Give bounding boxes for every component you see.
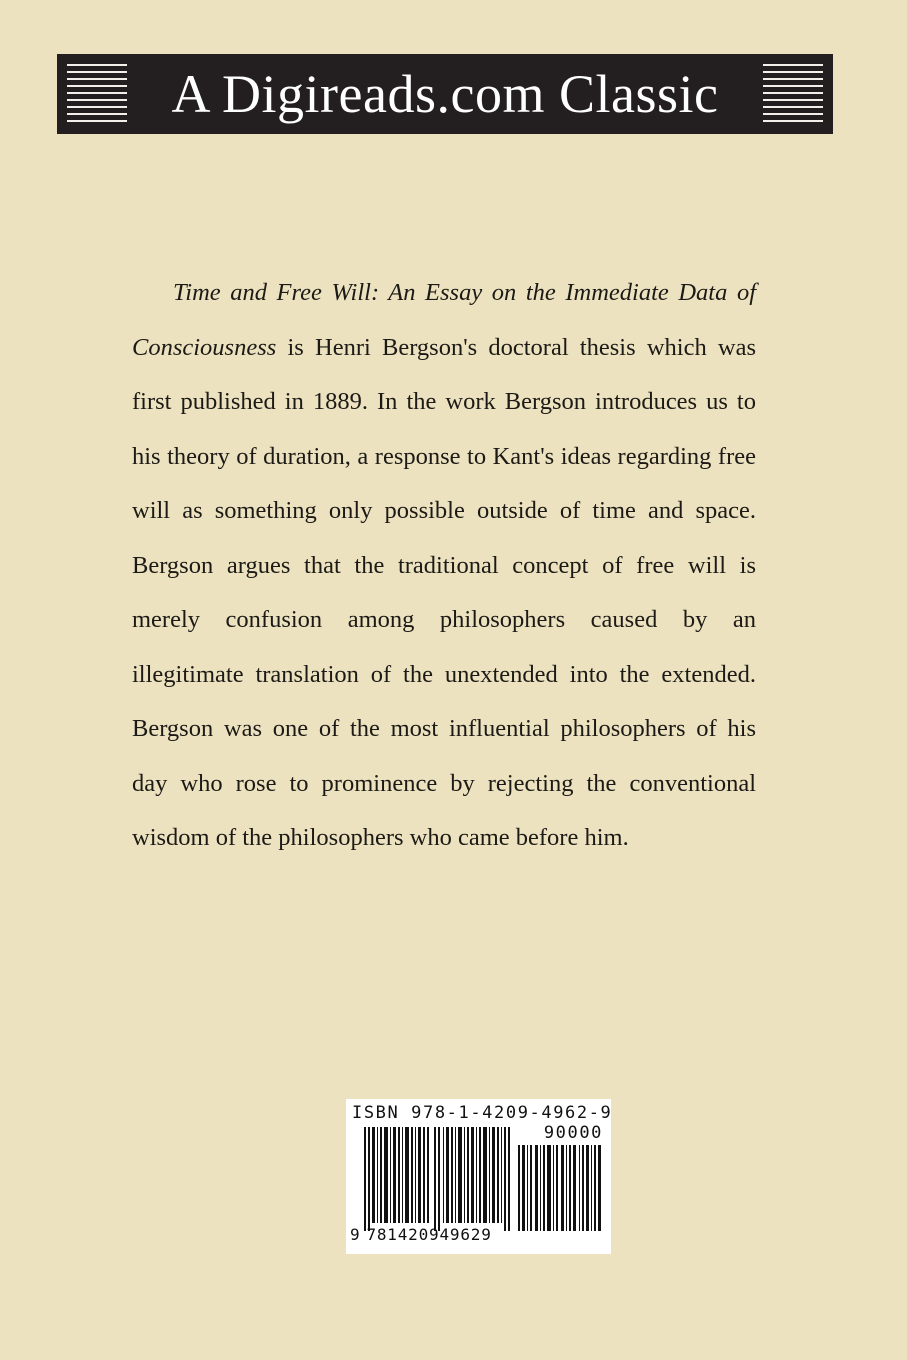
- book-title-italic: Time and Free Will: An Essay on the Immediate Data of Consciousness: [132, 279, 756, 361]
- isbn-label: ISBN 978-1-4209-4962-9: [352, 1103, 613, 1123]
- ean-barcode-bars: [364, 1127, 514, 1231]
- ean-number: 781420949629: [366, 1225, 492, 1244]
- publisher-banner: [57, 54, 833, 134]
- banner-stripes-left: [67, 64, 127, 124]
- ean-digits: [350, 1225, 605, 1244]
- price-code: 90000: [543, 1123, 603, 1143]
- book-description: [132, 266, 756, 866]
- description-body: is Henri Bergson's doctoral thesis which was first published in 1889. In the work Bergson introduces us to his theory of duration, a response to Kant's ideas regarding free will as something only possible outside of time and space. Bergson argues that the traditional concept of free will is merely confusion among philosophers caused by an illegitimate translation of the unextended into the extended. Bergson was one of the most influential philosophers of his day who rose to prominence by rejecting the conventional wisdom of the philosophers who came before him.: [132, 333, 756, 851]
- price-addon-bars: [518, 1145, 604, 1231]
- isbn-barcode: [346, 1099, 611, 1254]
- banner-title: A Digireads.com Classic: [156, 54, 735, 134]
- banner-stripes-right: [763, 64, 823, 124]
- ean-lead-digit: 9: [350, 1225, 361, 1244]
